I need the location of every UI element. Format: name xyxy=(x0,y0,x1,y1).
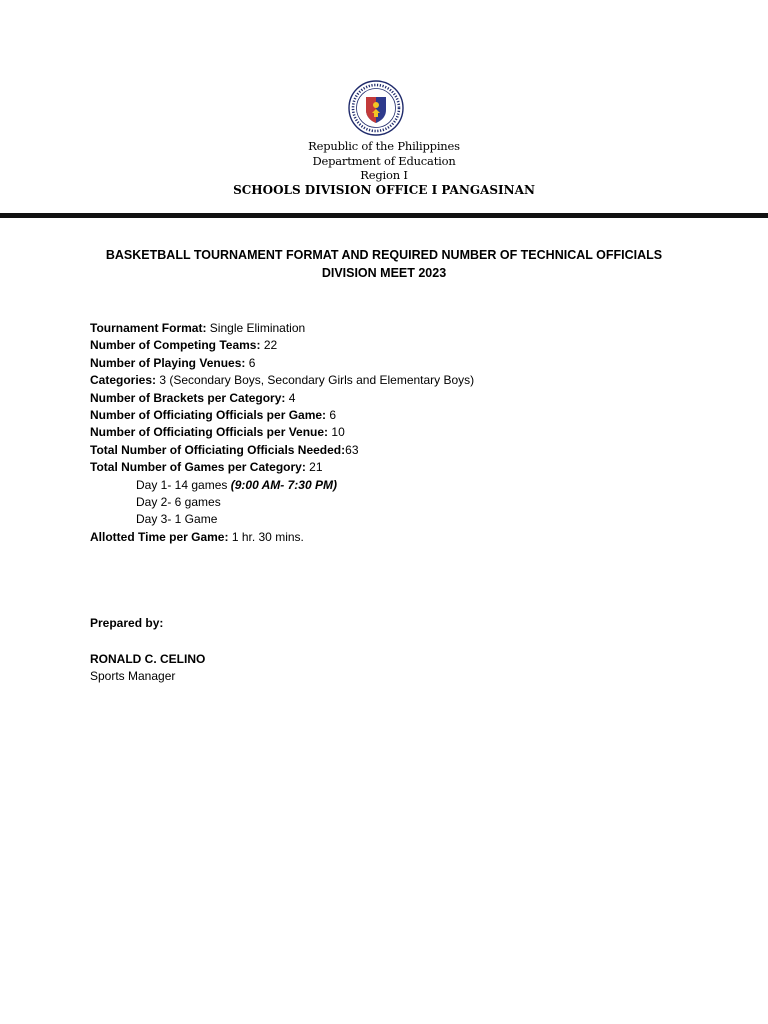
schedule-day-1 xyxy=(90,477,730,494)
detail-label: Number of Playing Venues: xyxy=(90,355,246,370)
schedule-time-note: (9:00 AM- 7:30 PM) xyxy=(230,477,337,492)
detail-label: Number of Competing Teams: xyxy=(90,338,261,353)
detail-label: Total Number of Games per Category: xyxy=(90,460,306,475)
detail-value: 21 xyxy=(309,460,323,475)
detail-row xyxy=(90,390,730,407)
detail-row xyxy=(90,424,730,441)
schedule-text: Day 1- 14 games xyxy=(136,477,228,492)
deped-seal-icon xyxy=(348,80,404,136)
detail-row xyxy=(90,407,730,424)
detail-row xyxy=(90,442,730,459)
detail-label: Number of Officiating Officials per Venue: xyxy=(90,425,329,440)
schedule-day-2 xyxy=(90,494,730,511)
schedule-day-3 xyxy=(90,511,730,528)
detail-row xyxy=(90,337,730,354)
document-title: BASKETBALL TOURNAMENT FORMAT AND REQUIRED NUMBER OF TECHNICAL OFFICIALS xyxy=(105,248,663,262)
detail-value: 63 xyxy=(345,442,359,457)
detail-row xyxy=(90,320,730,337)
detail-value: 10 xyxy=(331,425,345,440)
detail-value: 22 xyxy=(263,338,278,353)
schedule-text: Day 3- 1 Game xyxy=(136,512,218,527)
signatory-name: RONALD C. CELINO xyxy=(90,652,206,666)
detail-value: 3 (Secondary Boys, Secondary Girls and Elementary Boys) xyxy=(159,373,475,388)
document-subtitle: DIVISION MEET 2023 xyxy=(321,266,447,280)
detail-label: Categories: xyxy=(90,373,157,388)
details-section xyxy=(90,320,730,546)
detail-row xyxy=(90,355,730,372)
detail-row xyxy=(90,529,730,546)
detail-row xyxy=(90,459,730,476)
detail-label: Total Number of Officiating Officials Needed: xyxy=(90,442,346,457)
header-office: SCHOOLS DIVISION OFFICE I PANGASINAN xyxy=(233,183,535,197)
detail-label: Number of Officiating Officials per Game: xyxy=(90,407,327,422)
header-region: Region I xyxy=(360,168,408,182)
header-divider xyxy=(0,213,768,218)
detail-value: 1 hr. 30 mins. xyxy=(231,529,304,544)
detail-label: Tournament Format: xyxy=(90,321,207,335)
prepared-by-label: Prepared by: xyxy=(90,616,164,630)
detail-value: 4 xyxy=(288,390,296,405)
header-country: Republic of the Philippines xyxy=(308,139,460,153)
detail-value: 6 xyxy=(248,355,256,370)
detail-value: Single Elimination xyxy=(209,321,306,335)
detail-label: Allotted Time per Game: xyxy=(90,529,229,544)
detail-value: 6 xyxy=(329,407,337,422)
detail-label: Number of Brackets per Category: xyxy=(90,390,286,405)
signatory-position: Sports Manager xyxy=(90,669,176,683)
schedule-text: Day 2- 6 games xyxy=(136,494,221,509)
detail-row xyxy=(90,372,730,389)
header-department: Department of Education xyxy=(312,154,456,168)
